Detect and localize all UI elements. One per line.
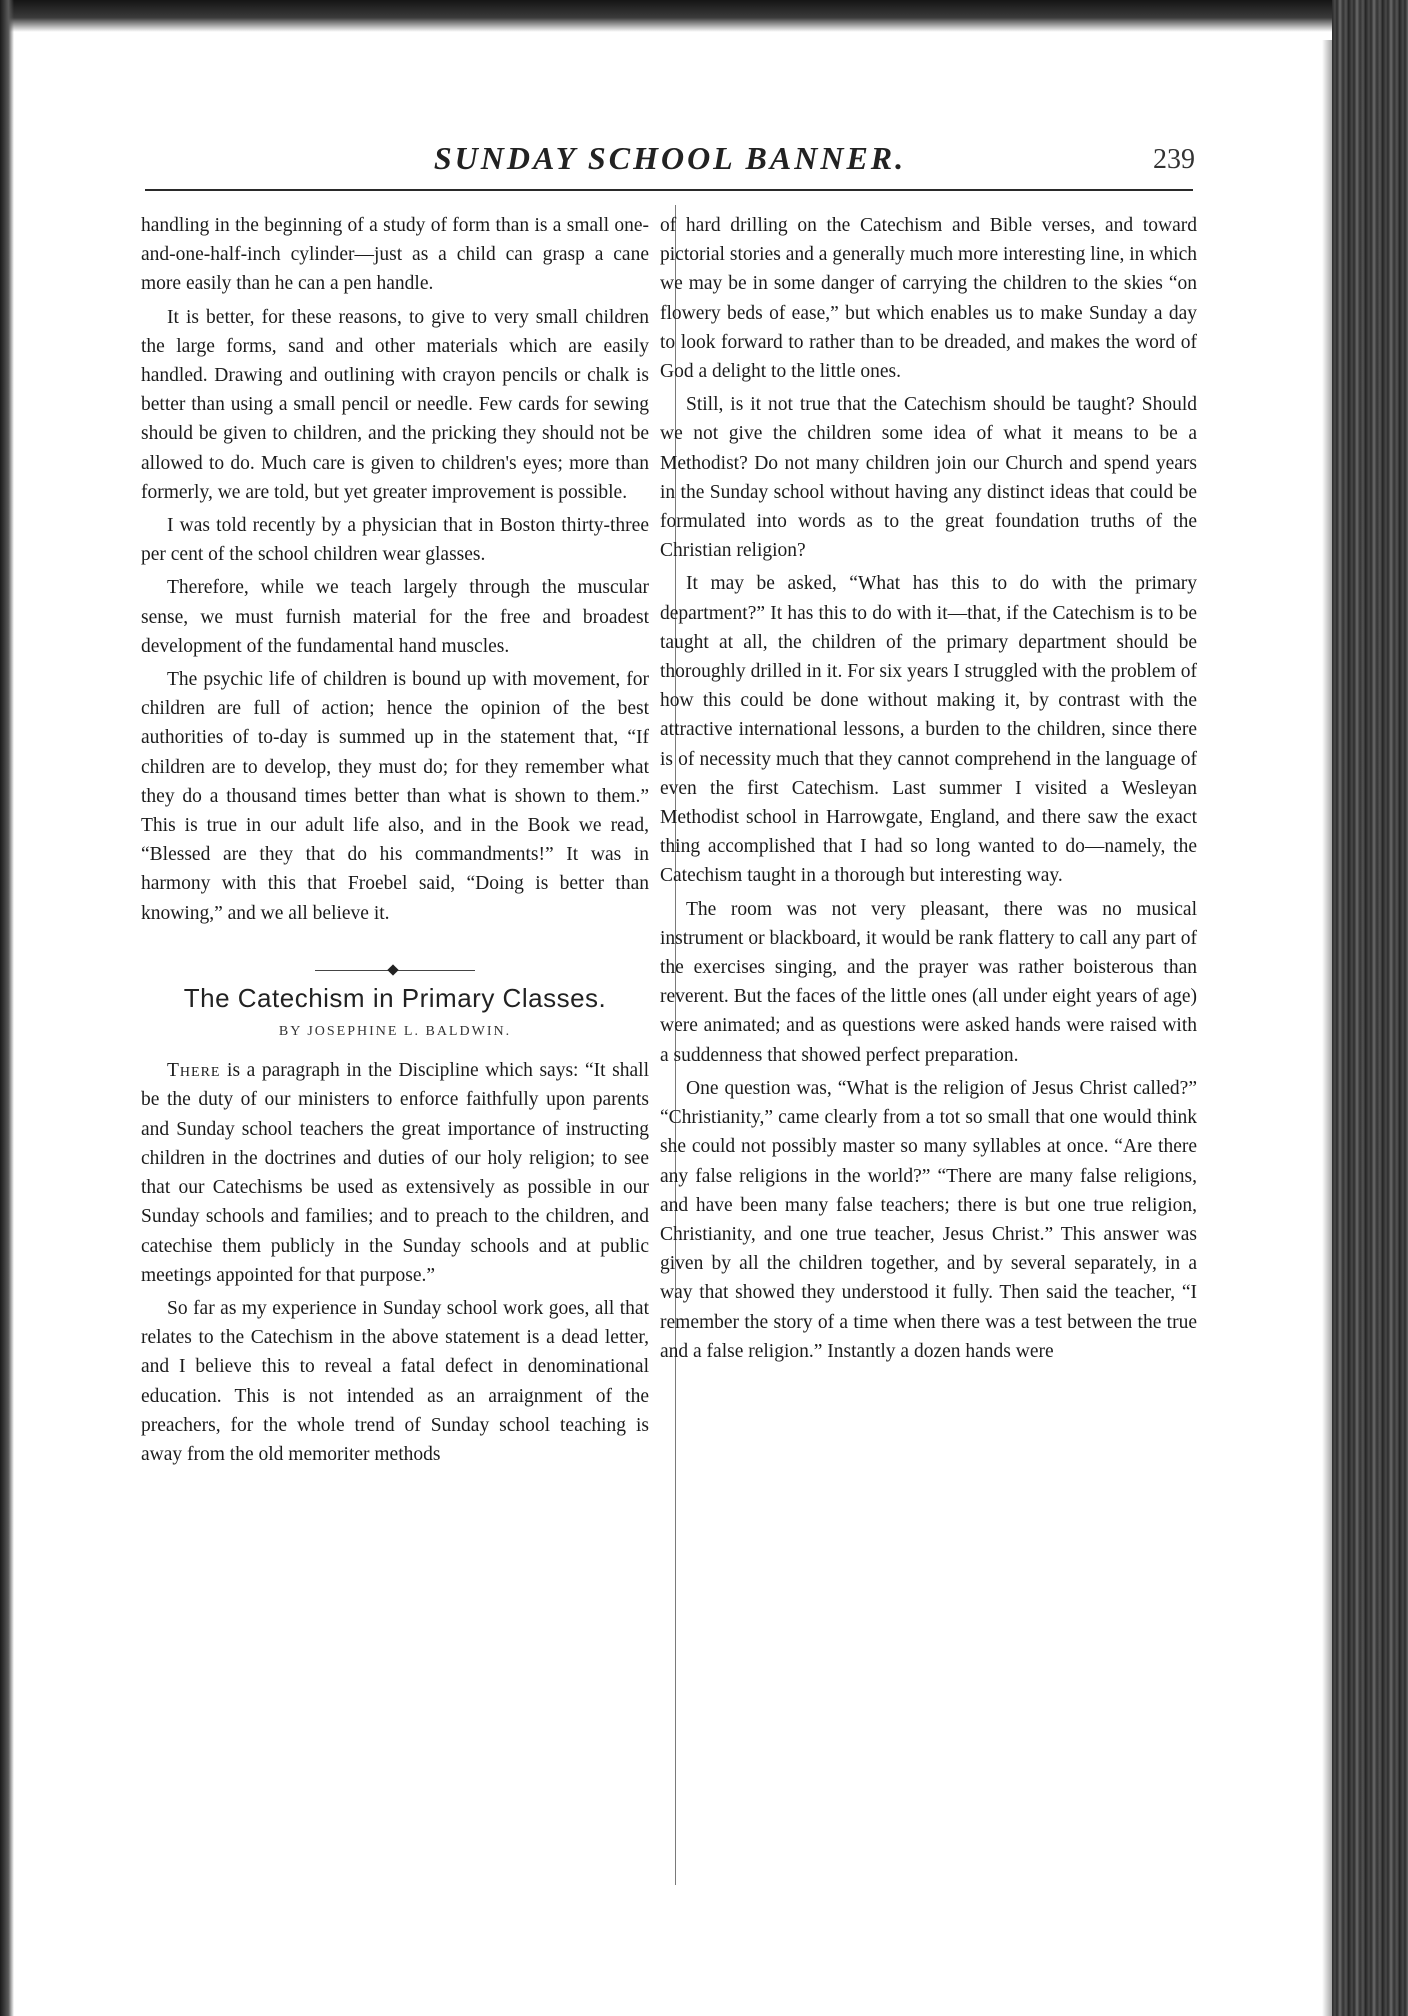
- page-number: 239: [1153, 144, 1195, 175]
- paragraph: The psychic life of children is bound up with movement, for children are full of action; hence the opinion of the best authorities of to-day is summed up in the statement that, “If children are to develop, they must do; for they remember what they do a thousand times better than what is shown to them.” This is true in our adult life also, and in the Book we read, “Blessed are they that do his commandments!” It was in harmony with this that Froebel said, “Doing is better than knowing,” and we all believe it.: [141, 669, 649, 924]
- right-column: [660, 211, 1197, 1370]
- diamond-icon: [387, 964, 398, 975]
- lead-word: There: [167, 1060, 221, 1082]
- scan-left-edge: [0, 0, 14, 2016]
- article-title: The Catechism in Primary Classes.: [183, 982, 607, 1013]
- scan-top-shadow: [0, 0, 1408, 32]
- paragraph: So far as my experience in Sunday school work goes, all that relates to the Catechism in the above statement is a dead letter, and I believe this to reveal a fatal defect in denominational education. This is not intended as an arraignment of the preachers, for the whole trend of Sunday school teaching is away from the old memoriter methods: [141, 1297, 649, 1465]
- section-ornament: [315, 964, 475, 978]
- paragraph: of hard drilling on the Catechism and Bible verses, and toward pictorial stories and a generally much more interesting line, in which we may be in some danger of carrying the children to the skies “on flowery beds of ease,” but which enables us to make Sunday a day to look forward to rather than to be dreaded, and makes the word of God a delight to the little ones.: [660, 215, 1197, 383]
- paragraph: It may be asked, “What has this to do with the primary department?” It has this to do with it—that, if the Catechism is to be taught at all, the children of the primary department should be thoroughly drilled in it. For six years I struggled with the problem of how this could be done without making it, by contrast with the attractive international lessons, a burden to the children, since there is of necessity much that they cannot comprehend in the language of even the first Catechism. Last summer I visited a Wesleyan Methodist school in Harrowgate, England, and there saw the exact thing accomplished that I had so long wanted to do—namely, the Catechism taught in a thorough but interesting way.: [660, 573, 1197, 887]
- paragraph: One question was, “What is the religion of Jesus Christ called?” “Christianity,” came clearly from a tot so small that one would think she could not possibly master so many syllables at once. “Are there any false religions in the world?” “There are many false religions, and have been many false teachers; there is but one true religion, Christianity, and one true teacher, Jesus Christ.” This answer was given by all the children together, and by several separately, in a way that showed they understood it fully. Then said the teacher, “I remember the story of a time when there was a test between the true and a false religion.” Instantly a dozen hands were: [660, 1077, 1197, 1362]
- article-byline: BY JOSEPHINE L. BALDWIN.: [278, 1024, 512, 1040]
- paragraph-text: is a paragraph in the Discipline which says: “It shall be the duty of our ministers to enforce faithfully upon parents and Sunday school teachers the great importance of instructing children in the doctrines and duties of our holy religion; to see that our Catechisms be used as extensively as possible in our Sunday schools and families; and to preach to the children, and catechise them publicly in the Sunday schools and at public meetings appointed for that purpose.”: [141, 1060, 649, 1286]
- running-head: [145, 140, 1195, 188]
- header-rule: [145, 189, 1193, 191]
- paragraph: It is better, for these reasons, to give to very small children the large forms, sand and other materials which are easily handled. Drawing and outlining with crayon pencils or chalk is better than using a small pencil or needle. Few cards for sewing should be given to children, and the pricking they should not be allowed to do. Much care is given to children's eyes; more than formerly, we are told, but yet greater improvement is possible.: [141, 306, 649, 503]
- book-binding: [1332, 0, 1408, 2016]
- left-column: [141, 211, 649, 1473]
- paragraph: I was told recently by a physician that in Boston thirty-three per cent of the school children wear glasses.: [141, 515, 649, 566]
- binding-shadow: [1322, 40, 1332, 2016]
- paragraph: Therefore, while we teach largely through the muscular sense, we must furnish material for the free and broadest development of the fundamental hand muscles.: [141, 577, 649, 657]
- article-first-paragraph: [141, 1056, 649, 1290]
- running-title: SUNDAY SCHOOL BANNER.: [433, 140, 907, 176]
- paragraph: The room was not very pleasant, there was no musical instrument or blackboard, it would be rank flattery to call any part of the exercises singing, and the prayer was rather boisterous than reverent. But the faces of the little ones (all under eight years of age) were animated; and as questions were asked hands were raised with a suddenness that showed perfect preparation.: [660, 898, 1197, 1066]
- paragraph: handling in the beginning of a study of form than is a small one-and-one-half-inch cylinder—just as a child can grasp a cane more easily than he can a pen handle.: [141, 215, 649, 295]
- paragraph: Still, is it not true that the Catechism should be taught? Should we not give the children some idea of what it means to be a Methodist? Do not many children join our Church and spend years in the Sunday school without having any distinct ideas that could be formulated into words as to the great foundation truths of the Christian religion?: [660, 394, 1197, 562]
